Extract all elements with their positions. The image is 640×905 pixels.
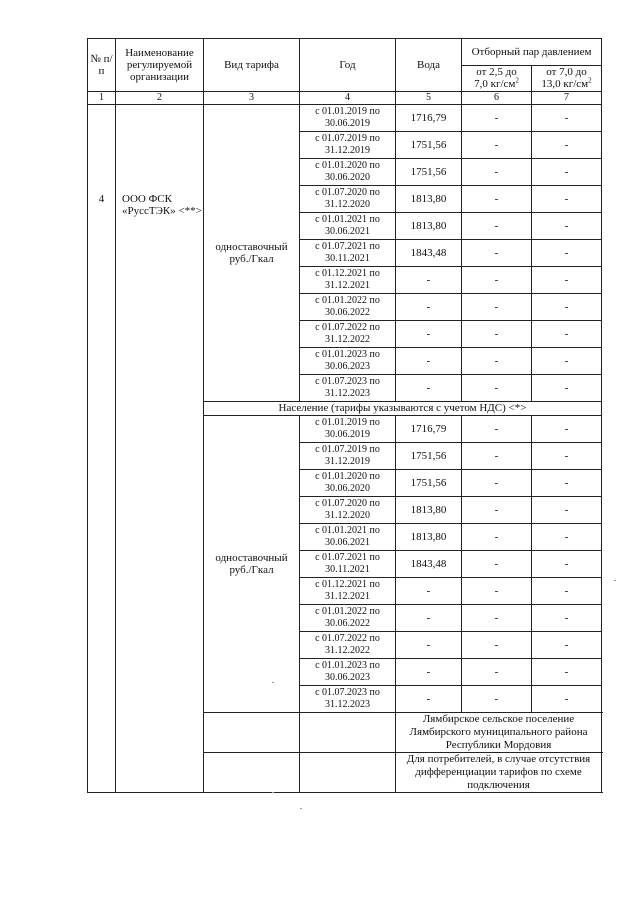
empty-cell bbox=[300, 713, 396, 753]
steam-low-tariff: - bbox=[462, 213, 532, 240]
water-tariff: 1751,56 bbox=[396, 470, 462, 497]
period-cell: с 01.01.2019 по 30.06.2019 bbox=[300, 416, 396, 443]
water-tariff: - bbox=[396, 659, 462, 686]
period-cell: с 01.01.2020 по 30.06.2020 bbox=[300, 159, 396, 186]
water-tariff: - bbox=[396, 375, 462, 402]
column-number: 6 bbox=[462, 92, 532, 105]
header-steam: Отборный пар давлением bbox=[462, 39, 602, 66]
steam-high-tariff: - bbox=[532, 213, 602, 240]
period-cell: с 01.07.2022 по 31.12.2022 bbox=[300, 321, 396, 348]
column-number: 3 bbox=[204, 92, 300, 105]
steam-low-tariff: - bbox=[462, 470, 532, 497]
steam-low-tariff: - bbox=[462, 659, 532, 686]
period-cell: с 01.01.2022 по 30.06.2022 bbox=[300, 605, 396, 632]
period-cell: с 01.01.2022 по 30.06.2022 bbox=[300, 294, 396, 321]
column-number: 4 bbox=[300, 92, 396, 105]
population-note: Население (тарифы указываются с учетом НДС) <*> bbox=[204, 402, 602, 416]
empty-cell bbox=[204, 753, 300, 793]
org-name: ООО ФСК «РуссТЭК» <**> bbox=[116, 105, 204, 793]
steam-high-tariff: - bbox=[532, 105, 602, 132]
water-tariff: 1843,48 bbox=[396, 551, 462, 578]
steam-low-tariff: - bbox=[462, 105, 532, 132]
water-tariff: - bbox=[396, 632, 462, 659]
scan-speck bbox=[614, 580, 616, 581]
water-tariff: - bbox=[396, 294, 462, 321]
steam-low-tariff: - bbox=[462, 443, 532, 470]
steam-low-tariff: - bbox=[462, 551, 532, 578]
column-numbers-row bbox=[88, 92, 602, 105]
water-tariff: - bbox=[396, 321, 462, 348]
scan-speck bbox=[272, 792, 274, 793]
steam-low-tariff: - bbox=[462, 524, 532, 551]
steam-high-tariff: - bbox=[532, 159, 602, 186]
scan-speck bbox=[272, 682, 274, 683]
steam-low-tariff: - bbox=[462, 578, 532, 605]
water-tariff: 1813,80 bbox=[396, 186, 462, 213]
steam-high-tariff: - bbox=[532, 348, 602, 375]
steam-high-tariff: - bbox=[532, 375, 602, 402]
column-number: 5 bbox=[396, 92, 462, 105]
steam-high-tariff: - bbox=[532, 186, 602, 213]
settlement-name: Лямбирское сельское поселение Лямбирского муниципального района Республики Мордовия bbox=[396, 713, 602, 753]
steam-low-tariff: - bbox=[462, 321, 532, 348]
steam-low-tariff: - bbox=[462, 375, 532, 402]
period-cell: с 01.07.2021 по 30.11.2021 bbox=[300, 551, 396, 578]
tariff-type: одноставочный руб./Гкал bbox=[204, 105, 300, 402]
steam-low-tariff: - bbox=[462, 348, 532, 375]
steam-high-tariff: - bbox=[532, 240, 602, 267]
period-cell: с 01.12.2021 по 31.12.2021 bbox=[300, 578, 396, 605]
water-tariff: - bbox=[396, 605, 462, 632]
period-cell: с 01.07.2019 по 31.12.2019 bbox=[300, 132, 396, 159]
steam-low-tariff: - bbox=[462, 240, 532, 267]
water-tariff: 1751,56 bbox=[396, 159, 462, 186]
steam-low-tariff: - bbox=[462, 605, 532, 632]
period-cell: с 01.07.2019 по 31.12.2019 bbox=[300, 443, 396, 470]
water-tariff: 1813,80 bbox=[396, 213, 462, 240]
row-number: 4 bbox=[88, 105, 116, 793]
water-tariff: 1716,79 bbox=[396, 416, 462, 443]
steam-high-tariff: - bbox=[532, 294, 602, 321]
steam-high-tariff: - bbox=[532, 497, 602, 524]
steam-low-tariff: - bbox=[462, 159, 532, 186]
steam-high-tariff: - bbox=[532, 632, 602, 659]
steam-low-tariff: - bbox=[462, 186, 532, 213]
steam-low-tariff: - bbox=[462, 686, 532, 713]
water-tariff: - bbox=[396, 686, 462, 713]
water-tariff: 1751,56 bbox=[396, 443, 462, 470]
period-cell: с 01.01.2021 по 30.06.2021 bbox=[300, 524, 396, 551]
period-cell: с 01.07.2022 по 31.12.2022 bbox=[300, 632, 396, 659]
steam-high-tariff: - bbox=[532, 443, 602, 470]
period-cell: с 01.07.2020 по 31.12.2020 bbox=[300, 186, 396, 213]
header-year: Год bbox=[300, 39, 396, 92]
header-num: № п/п bbox=[88, 39, 116, 92]
header-steam-low: от 2,5 до 7,0 $кг/см^2$ bbox=[462, 65, 532, 92]
steam-low-tariff: - bbox=[462, 416, 532, 443]
steam-low-tariff: - bbox=[462, 632, 532, 659]
header-org: Наименование регулируемой организации bbox=[116, 39, 204, 92]
steam-high-tariff: - bbox=[532, 659, 602, 686]
header-water: Вода bbox=[396, 39, 462, 92]
steam-high-tariff: - bbox=[532, 267, 602, 294]
steam-low-tariff: - bbox=[462, 497, 532, 524]
column-number: 1 bbox=[88, 92, 116, 105]
steam-high-tariff: - bbox=[532, 470, 602, 497]
steam-high-tariff: - bbox=[532, 551, 602, 578]
period-cell: с 01.01.2019 по 30.06.2019 bbox=[300, 105, 396, 132]
water-tariff: 1813,80 bbox=[396, 497, 462, 524]
water-tariff: - bbox=[396, 578, 462, 605]
water-tariff: 1751,56 bbox=[396, 132, 462, 159]
consumers-note: Для потребителей, в случае отсутствия дифференциации тарифов по схеме подключения bbox=[396, 753, 602, 793]
period-cell: с 01.07.2021 по 30.11.2021 bbox=[300, 240, 396, 267]
water-tariff: 1716,79 bbox=[396, 105, 462, 132]
tariff-type: одноставочный руб./Гкал bbox=[204, 416, 300, 713]
water-tariff: - bbox=[396, 267, 462, 294]
steam-high-tariff: - bbox=[532, 524, 602, 551]
steam-high-tariff: - bbox=[532, 605, 602, 632]
period-cell: с 01.07.2020 по 31.12.2020 bbox=[300, 497, 396, 524]
period-cell: с 01.12.2021 по 31.12.2021 bbox=[300, 267, 396, 294]
water-tariff: - bbox=[396, 348, 462, 375]
empty-cell bbox=[300, 753, 396, 793]
period-cell: с 01.07.2023 по 31.12.2023 bbox=[300, 375, 396, 402]
column-number: 7 bbox=[532, 92, 602, 105]
period-cell: с 01.01.2020 по 30.06.2020 bbox=[300, 470, 396, 497]
steam-high-tariff: - bbox=[532, 416, 602, 443]
period-cell: с 01.01.2023 по 30.06.2023 bbox=[300, 348, 396, 375]
scan-speck bbox=[300, 808, 302, 809]
header-steam-high: от 7,0 до 13,0 $кг/см^2$ bbox=[532, 65, 602, 92]
steam-high-tariff: - bbox=[532, 321, 602, 348]
steam-high-tariff: - bbox=[532, 578, 602, 605]
period-cell: с 01.01.2021 по 30.06.2021 bbox=[300, 213, 396, 240]
steam-low-tariff: - bbox=[462, 294, 532, 321]
water-tariff: 1843,48 bbox=[396, 240, 462, 267]
steam-low-tariff: - bbox=[462, 267, 532, 294]
column-number: 2 bbox=[116, 92, 204, 105]
period-cell: с 01.07.2023 по 31.12.2023 bbox=[300, 686, 396, 713]
tariff-table bbox=[87, 38, 602, 793]
header-tariff: Вид тарифа bbox=[204, 39, 300, 92]
water-tariff: 1813,80 bbox=[396, 524, 462, 551]
steam-high-tariff: - bbox=[532, 132, 602, 159]
steam-low-tariff: - bbox=[462, 132, 532, 159]
steam-high-tariff: - bbox=[532, 686, 602, 713]
period-cell: с 01.01.2023 по 30.06.2023 bbox=[300, 659, 396, 686]
table-row bbox=[88, 105, 602, 132]
empty-cell bbox=[204, 713, 300, 753]
